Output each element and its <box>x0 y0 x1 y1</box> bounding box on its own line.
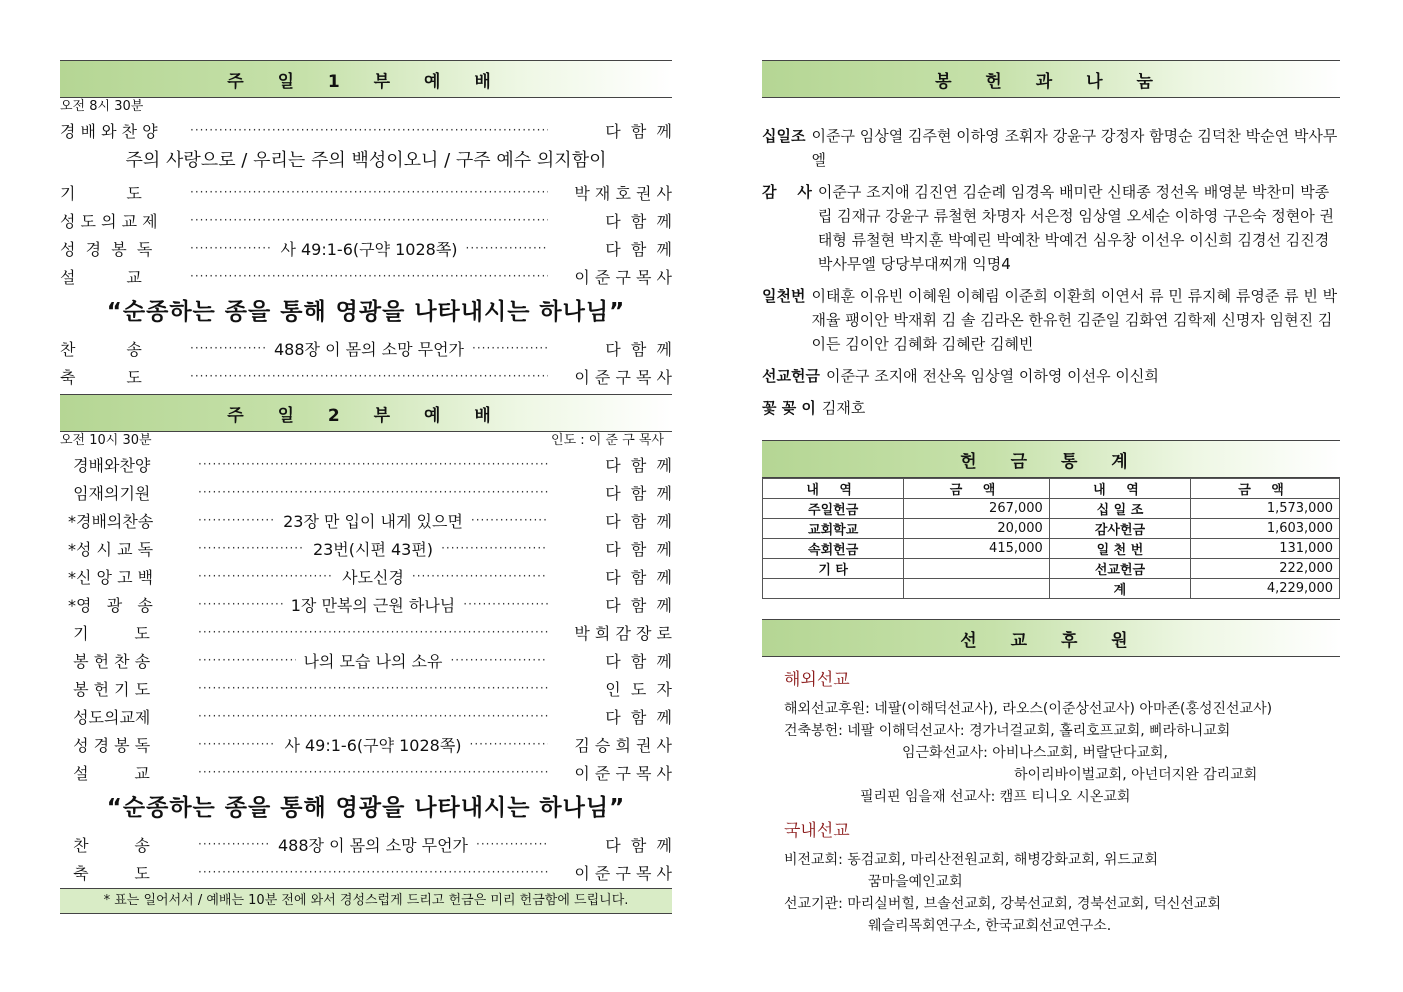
order-row <box>68 506 672 534</box>
stats-amount-cell: 415,000 <box>904 539 1050 559</box>
stats-amount-cell: 1,603,000 <box>1191 519 1340 539</box>
offering-category: 감 사 <box>762 183 812 201</box>
overseas-line: 하이리바이벌교회, 아넌더지완 감리교회 <box>1014 767 1258 783</box>
stats-header-row <box>763 479 1340 499</box>
order-row <box>60 206 672 234</box>
service1-title: 주 일 1 부 예 배 <box>60 60 672 98</box>
order-detail: 사도신경 <box>342 567 404 587</box>
order-performer: 다 함 께 <box>605 239 672 259</box>
stats-amount-cell <box>904 579 1050 599</box>
offering-category: 선교헌금 <box>762 367 820 385</box>
stats-row <box>763 499 1340 519</box>
order-label: 경 배 와 찬 양 <box>60 121 158 141</box>
order-leader-dots <box>198 765 548 779</box>
service1-order-a <box>60 116 672 144</box>
order-label: 축 도 <box>60 367 142 387</box>
order-row <box>60 334 672 362</box>
order-leader-dots <box>190 185 548 199</box>
order-row <box>60 234 672 262</box>
order-row <box>68 830 672 858</box>
stats-amount-cell: 1,573,000 <box>1191 499 1340 519</box>
order-leader-dots <box>198 709 548 723</box>
stats-row <box>763 579 1340 599</box>
service2-title: 주 일 2 부 예 배 <box>60 394 672 432</box>
order-label: *경배의찬송 <box>68 511 154 531</box>
overseas-mission-list <box>762 698 1340 808</box>
stats-item-cell: 속회헌금 <box>763 539 904 559</box>
stats-header-cell: 금 액 <box>904 479 1050 499</box>
service2-leader: 인도 : 이 준 구 목사 <box>551 433 664 448</box>
overseas-line: 임근화선교사: 아비나스교회, 버랄단다교회, <box>902 745 1168 761</box>
order-leader-dots <box>190 123 548 137</box>
order-label: 기 도 <box>68 623 150 643</box>
order-performer: 이 준 구 목 사 <box>574 863 672 883</box>
order-leader-dots <box>198 681 548 695</box>
stats-amount-cell: 267,000 <box>904 499 1050 519</box>
order-performer: 박 재 호 권 사 <box>574 183 672 203</box>
offering-names: 이태훈 이유빈 이혜원 이혜림 이준희 이환희 이연서 류 민 류지혜 류영준 류 빈 박재율 팽이안 박재휘 김 솔 김라온 한유헌 김준일 김화연 김학제 신명자 임현진 김이든 김이안 김혜화 김혜란 김혜빈 <box>811 287 1338 353</box>
order-leader-dots <box>198 733 548 756</box>
offering-group <box>762 396 1340 420</box>
order-label: 성 경 봉 독 <box>60 239 153 259</box>
order-performer: 인 도 자 <box>605 679 672 699</box>
order-leader-dots <box>198 485 548 499</box>
overseas-line: 해외선교후원: 네팔(이해덕선교사), 라오스(이준상선교사) 아마존(홍성진선교사) <box>784 701 1273 717</box>
offering-group <box>762 180 1340 276</box>
stats-amount-cell: 4,229,000 <box>1191 579 1340 599</box>
order-leader-dots <box>198 833 548 856</box>
order-leader-dots <box>190 213 548 227</box>
order-leader-dots <box>198 593 548 616</box>
order-leader-dots <box>198 649 548 672</box>
order-label: 경배와찬양 <box>68 455 151 475</box>
stats-item-cell: 일 천 번 <box>1049 539 1190 559</box>
order-row <box>68 730 672 758</box>
left-column <box>60 60 672 914</box>
stats-header-cell: 금 액 <box>1191 479 1340 499</box>
stats-item-cell: 교회학교 <box>763 519 904 539</box>
order-leader-dots <box>190 369 548 383</box>
domestic-line: 비전교회: 동검교회, 마리산전원교회, 해병강화교회, 위드교회 <box>784 852 1158 868</box>
order-row <box>68 702 672 730</box>
order-leader-dots <box>198 457 548 471</box>
order-label: 봉 헌 찬 송 <box>68 651 151 671</box>
order-performer: 다 함 께 <box>605 121 672 141</box>
order-row <box>68 646 672 674</box>
order-leader-dots <box>190 337 548 360</box>
service1-order-c <box>60 334 672 390</box>
order-label: 찬 송 <box>68 835 150 855</box>
order-label: 봉 헌 기 도 <box>68 679 151 699</box>
order-leader-dots <box>198 865 548 879</box>
mission-title: 선 교 후 원 <box>762 619 1340 657</box>
stats-amount-cell: 20,000 <box>904 519 1050 539</box>
stats-header-cell: 내 역 <box>763 479 904 499</box>
order-performer: 다 함 께 <box>605 539 672 559</box>
order-detail: 사 49:1-6(구약 1028쪽) <box>280 239 458 259</box>
order-row <box>68 450 672 478</box>
service1-order-b <box>60 178 672 290</box>
right-column <box>762 60 1340 937</box>
offering-category: 십일조 <box>762 127 806 145</box>
order-row <box>68 534 672 562</box>
order-performer: 다 함 께 <box>605 835 672 855</box>
order-label: *신 앙 고 백 <box>68 567 154 587</box>
order-label: 성도의교제 <box>68 707 151 727</box>
order-performer: 다 함 께 <box>605 211 672 231</box>
stats-item-cell: 계 <box>1049 579 1190 599</box>
service2-order-b <box>60 830 672 886</box>
offering-group <box>762 284 1340 356</box>
order-label: 성 도 의 교 제 <box>60 211 158 231</box>
offering-list <box>762 124 1340 420</box>
order-row <box>68 618 672 646</box>
stats-item-cell: 감사헌금 <box>1049 519 1190 539</box>
order-detail: 488장 이 몸의 소망 무언가 <box>278 835 468 855</box>
stats-item-cell <box>763 579 904 599</box>
stats-title: 헌 금 통 계 <box>762 440 1340 478</box>
service2-sermon-title: “순종하는 종을 통해 영광을 나타내시는 하나님” <box>106 795 626 821</box>
offering-names: 김재호 <box>821 399 866 417</box>
order-leader-dots <box>190 269 548 283</box>
service2-note: * 표는 일어서서 / 예배는 10분 전에 와서 경성스럽게 드리고 헌금은 미리 헌금함에 드립니다. <box>60 888 672 914</box>
order-row <box>68 674 672 702</box>
order-detail: 사 49:1-6(구약 1028쪽) <box>284 735 462 755</box>
offering-category: 꽃 꽂 이 <box>762 399 816 417</box>
order-performer: 다 함 께 <box>605 651 672 671</box>
order-label: 성 경 봉 독 <box>68 735 151 755</box>
order-detail: 488장 이 몸의 소망 무언가 <box>274 339 464 359</box>
order-detail: 23장 만 입이 내게 있으면 <box>283 511 463 531</box>
stats-header-cell: 내 역 <box>1049 479 1190 499</box>
order-performer: 다 함 께 <box>605 567 672 587</box>
stats-item-cell: 선교헌금 <box>1049 559 1190 579</box>
overseas-line: 필리핀 임을재 선교사: 캠프 티니오 시온교회 <box>860 789 1131 805</box>
offering-stats-table <box>762 478 1340 599</box>
stats-amount-cell <box>904 559 1050 579</box>
domestic-line: 꿈마을예인교회 <box>868 874 963 890</box>
order-leader-dots <box>198 537 548 560</box>
service1-time: 오전 8시 30분 <box>60 99 144 114</box>
order-performer: 김 승 희 권 사 <box>574 735 672 755</box>
overseas-line: 건축봉헌: 네팔 이해덕선교사: 경가너걸교회, 홀리호프교회, 삐라하니교회 <box>784 723 1231 739</box>
offering-group <box>762 124 1340 172</box>
service2-order-a <box>60 450 672 786</box>
order-row <box>60 178 672 206</box>
order-performer: 다 함 께 <box>605 707 672 727</box>
order-row <box>60 116 672 144</box>
order-label: *영 광 송 <box>68 595 153 615</box>
order-performer: 다 함 께 <box>605 455 672 475</box>
order-performer: 다 함 께 <box>605 595 672 615</box>
stats-item-cell: 주일헌금 <box>763 499 904 519</box>
domestic-mission-heading: 국내선교 <box>784 821 850 841</box>
stats-amount-cell: 131,000 <box>1191 539 1340 559</box>
order-label: 임재의기원 <box>68 483 151 503</box>
order-performer: 이 준 구 목 사 <box>574 763 672 783</box>
order-leader-dots <box>190 237 548 260</box>
order-leader-dots <box>198 625 548 639</box>
service2-info <box>60 432 672 450</box>
service1-theme: 주의 사랑으로 / 우리는 주의 백성이오니 / 구주 예수 의지함이 <box>125 150 607 171</box>
order-detail: 23번(시편 43편) <box>312 539 434 559</box>
overseas-mission-heading: 해외선교 <box>784 670 850 690</box>
offering-names: 이준구 조지애 김진연 김순례 임경옥 배미란 신태종 정선옥 배영분 박찬미 박종립 김재규 강윤구 류철현 차명자 서은정 임상열 오세순 이하영 구은숙 정현아 권태형 류철현 박지훈 박예린 박예찬 박예건 심우창 이선우 이신희 김경선 김진경 박사무엘 당당부대찌개 익명4 <box>817 183 1335 273</box>
stats-item-cell: 십 일 조 <box>1049 499 1190 519</box>
order-label: 축 도 <box>68 863 150 883</box>
order-leader-dots <box>198 509 548 532</box>
order-label: 찬 송 <box>60 339 142 359</box>
order-row <box>68 858 672 886</box>
order-row <box>68 590 672 618</box>
order-performer: 이 준 구 목 사 <box>574 367 672 387</box>
offering-group <box>762 364 1340 388</box>
order-row <box>68 478 672 506</box>
order-row <box>68 562 672 590</box>
order-row <box>60 262 672 290</box>
order-row <box>68 758 672 786</box>
offering-names: 이준구 임상열 김주현 이하영 조휘자 강윤구 강정자 함명순 김덕찬 박순연 박사무엘 <box>811 127 1338 169</box>
order-leader-dots <box>198 565 548 588</box>
order-label: 기 도 <box>60 183 142 203</box>
domestic-line: 선교기관: 마리실버힐, 브솔선교회, 강북선교회, 경북선교회, 덕신선교회 <box>784 896 1221 912</box>
order-performer: 다 함 께 <box>605 339 672 359</box>
service1-sermon-title: “순종하는 종을 통해 영광을 나타내시는 하나님” <box>106 299 626 325</box>
order-label: 설 교 <box>60 267 142 287</box>
order-detail: 1장 만복의 근원 하나님 <box>290 595 456 615</box>
order-label: 설 교 <box>68 763 150 783</box>
stats-row <box>763 519 1340 539</box>
order-performer: 박 희 감 장 로 <box>574 623 672 643</box>
order-performer: 다 함 께 <box>605 483 672 503</box>
domestic-line: 웨슬리목회연구소, 한국교회선교연구소. <box>868 918 1112 934</box>
order-label: *성 시 교 독 <box>68 539 154 559</box>
order-row <box>60 362 672 390</box>
domestic-mission-list <box>762 849 1340 937</box>
offering-category: 일천번 <box>762 287 806 305</box>
service2-time: 오전 10시 30분 <box>60 433 152 448</box>
order-detail: 나의 모습 나의 소유 <box>303 651 443 671</box>
order-performer: 다 함 께 <box>605 511 672 531</box>
offering-names: 이준구 조지애 전산옥 임상열 이하영 이선우 이신희 <box>825 367 1159 385</box>
order-performer: 이 준 구 목 사 <box>574 267 672 287</box>
stats-row <box>763 539 1340 559</box>
stats-row <box>763 559 1340 579</box>
offering-title: 봉 헌 과 나 눔 <box>762 60 1340 98</box>
stats-item-cell: 기 타 <box>763 559 904 579</box>
stats-amount-cell: 222,000 <box>1191 559 1340 579</box>
